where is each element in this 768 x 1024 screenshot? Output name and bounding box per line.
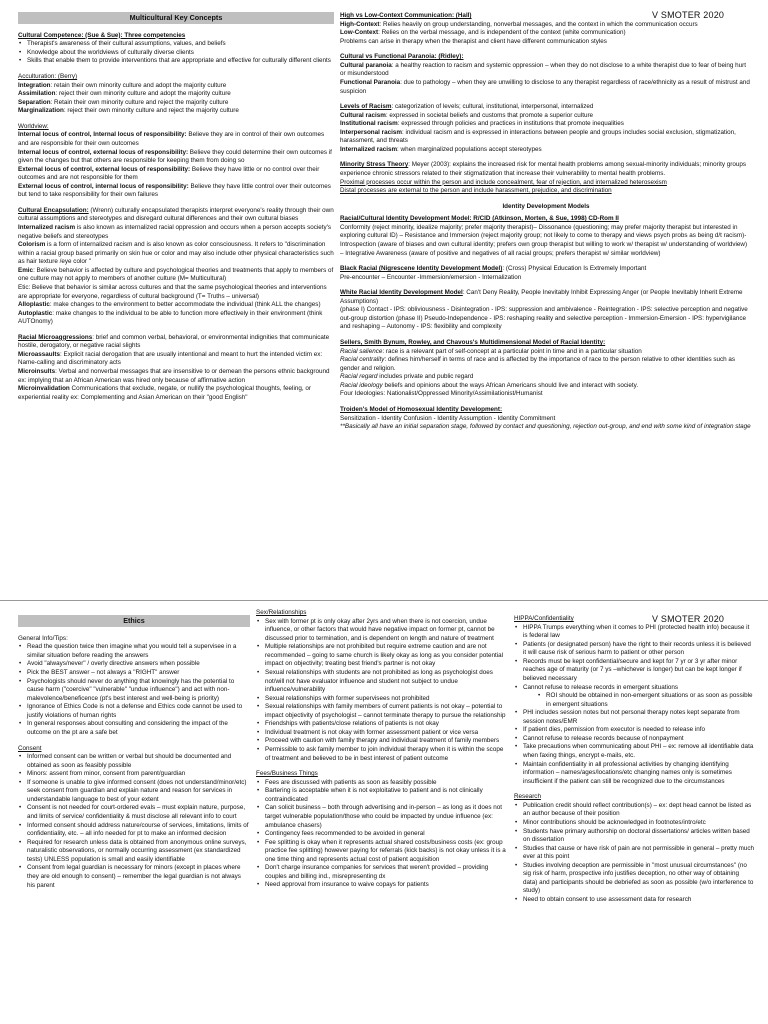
heading: General Info/Tips: bbox=[18, 634, 68, 642]
heading: Cultural vs Functional Paranoia: (Ridley): bbox=[340, 53, 464, 61]
definition: Pre-encounter – Encounter -Immersion/emersion - Internalization bbox=[340, 273, 522, 281]
list-item: • Read the question twice then imagine what you would tell a supervisee in a similar situation before reading the answers bbox=[18, 643, 250, 660]
list-item: • Sexual relationships with family members of current patients is not okay – potential to impact objectivity of psychologist – cannot terminate therapy to pursue the relationship bbox=[256, 703, 506, 720]
definition: : make changes to the environment to better accommodate the individual (think ALL the changes) bbox=[49, 301, 321, 309]
term: Microinvalidation bbox=[18, 385, 70, 393]
list-item: • Avoid "always/never" / overly directive answers when possible bbox=[18, 660, 250, 669]
list-item: • Minors: assent from minor, consent from parent/guardian bbox=[18, 770, 250, 779]
term: Cultural paranoia bbox=[340, 61, 392, 69]
heading: Black Racial (Nigrescene Identity Development Model) bbox=[340, 265, 503, 273]
list-item: • Knowledge about the worldviews of culturally diverse clients bbox=[18, 49, 334, 58]
term: Racial centrality bbox=[340, 356, 385, 364]
definition: : race is a relevant part of self-concept at a particular point in time and in a particular situation bbox=[382, 347, 642, 355]
definition: Believe they could determine their own outcomes if given the changes but that others are responsible for keeping them from doing so bbox=[18, 148, 332, 165]
list-item: • Records must be kept confidential/secure and kept for 7 yr or 3 yr after minor reaches age of maturity (or 7 ys –whichever is longer) but can be kept longer if believed necessary bbox=[514, 658, 754, 684]
definition: : individual racism and is expressed in interactions between people and groups includes social exclusion, stigmatization, harassment, and threats bbox=[340, 128, 736, 145]
author-stamp: V SMOTER 2020 bbox=[652, 614, 725, 624]
definition: : Retain their own minority culture and reject the majority culture bbox=[50, 98, 229, 106]
definition: Communications that exclude, negate, or nullify the psychological thoughts, feeling, or experiential reality ex: Complementing and Asian American on their "good English" bbox=[18, 385, 311, 401]
term: Separation bbox=[18, 98, 51, 106]
term: Institutional racism bbox=[340, 120, 398, 128]
term: Integration bbox=[18, 81, 51, 89]
list-item: • Sexual relationships with former supervisees not prohibited bbox=[256, 695, 506, 704]
list-item: • Informed consent can be written or verbal but should be documented and obtained as soon as feasibly possible bbox=[18, 753, 250, 770]
heading: Fees/Business Things bbox=[256, 770, 318, 778]
identity-models-title: Identity Development Models bbox=[502, 202, 590, 210]
heading: Worldview: bbox=[18, 122, 49, 130]
definition: : Explicit racial derogation that are usually intentional and meant to hurt the intended victim ex: Name-calling and discriminatory acts bbox=[18, 350, 323, 367]
heading: Consent bbox=[18, 744, 42, 752]
list-item: • Publication credit should reflect contribution(s) – ex: dept head cannot be listed as an author because of their position bbox=[514, 802, 754, 819]
definition: Sensitization - Identity Confusion - Identity Assumption - Identity Commitment bbox=[340, 414, 556, 422]
list-item: • Cannot refuse to release records because of nonpayment bbox=[514, 735, 754, 744]
microaggressions bbox=[18, 334, 334, 403]
list-item: • Minor contributions should be acknowledged in footnotes/intro/etc bbox=[514, 819, 754, 828]
note: **Basically all have an initial separation stage, followed by contact and questioning, rejection out-group, and end with some kind of integration stage bbox=[340, 423, 751, 431]
definition: : Believe behavior is affected by culture and psychological theories and treatments that apply to members of one culture may not apply to members of another culture (M= Multicultural) bbox=[18, 266, 334, 283]
term: Cultural Encapsulation: bbox=[18, 206, 89, 214]
cultural-competence bbox=[18, 32, 334, 66]
heading-rest: : categorization of levels; cultural, institutional, interpersonal, internalized bbox=[391, 103, 594, 111]
list-item: • Sex with former pt is only okay after 2yrs and when there is not coercion, undue influence, or other factors that would have negative impact on former pt, cannot be discussed prior to termination, and is dependent on length and nature of treatment bbox=[256, 618, 506, 644]
definition: : when marginalized populations accept stereotypes bbox=[397, 145, 542, 153]
section-header-ethics: Ethics bbox=[18, 615, 250, 627]
list-item: • Studies that cause or have risk of pain are not permissible in general – pretty much ever at this point bbox=[514, 845, 754, 862]
worldview bbox=[18, 123, 334, 200]
definition: beliefs and opinions about the ways African Americans should live and interact with society. bbox=[382, 381, 639, 389]
definition: Four Ideologies: Nationalist/Oppressed Minority/Assimilationist/Humanist bbox=[340, 390, 543, 398]
list-item: • Fees are discussed with patients as soon as feasibly possible bbox=[256, 779, 506, 788]
list-item: • Skills that enable them to provide interventions that are appropriate and effective for culturally different clients bbox=[18, 57, 334, 66]
research bbox=[514, 793, 754, 904]
term: Internal locus of control, external locus of responsibility: bbox=[18, 148, 189, 156]
definition: : expressed through policies and practices in institutions that promote inequalities bbox=[397, 120, 624, 128]
term: External locus of control, internal locus of responsibility: bbox=[18, 182, 189, 190]
list-item: • Maintain confidentiality in all professional activities by changing identifying information – names/ages/locations/etc changing names only is sometimes insufficient if the patient can still be recognized due to the circumstances bbox=[514, 761, 754, 787]
list-item: • Studies involving deception are permissible in "most unusual circumstances" (no sig risk of harm, prospective info justifies deception, no other way of obtaining data) and participants should be debriefed as soon as possible (w/o interference to study) bbox=[514, 862, 754, 896]
term: Assimilation bbox=[18, 90, 56, 98]
list-item-text: Cannot refuse to release records in emergent situations bbox=[523, 683, 679, 691]
term: Emic bbox=[18, 266, 34, 274]
heading: Cultural Competence: (Sue & Sue): Three competencies bbox=[18, 31, 186, 39]
list-item: • Individual treatment is not okay with former assessment patient or vice versa bbox=[256, 729, 506, 738]
term: Functional Paranoia bbox=[340, 78, 401, 86]
levels-of-racism bbox=[340, 103, 752, 154]
definition: Conformity (reject minority, idealize majority; prefer majority therapist)– Dissonance (questioning; may prefer majority therapist but interested in exploring cultural ID) – Resistance and Immersion (reject majority group; not likely to come to therapy and views psych probs as being d/t racism)- Introspection (aware of biases and own cultural identity; prefers own group therapist but willing to work w/ therapist w/ understanding of worldview) – Integrative Awareness (aware of positive and negatives of all racial groups; prefers therapist w/ similar worldview) bbox=[340, 223, 748, 257]
definition: Believe they have little or no control over their outcomes and are not responsible for them bbox=[18, 165, 320, 182]
list-item bbox=[514, 684, 754, 710]
heading: Minority Stress Theory bbox=[340, 161, 409, 169]
ethics-column-2 bbox=[256, 609, 506, 1024]
term: Interpersonal racism bbox=[340, 128, 402, 136]
term: Low-Context bbox=[340, 29, 379, 37]
definition: : expressed in societal beliefs and customs that promote a superior culture bbox=[385, 111, 594, 119]
term: Internalized racism bbox=[340, 145, 398, 153]
list-item: • Take precautions when communicating about PHI – ex: remove all identifiable data when faxing things, encrypt e-mails, etc. bbox=[514, 743, 754, 760]
heading: Levels of Racism bbox=[340, 103, 392, 111]
list-item: • If patient dies, permission from executor is needed to release info bbox=[514, 726, 754, 735]
definition: : Relies on the verbal message, and is independent of the context (white communication) bbox=[378, 29, 626, 37]
list-item: • Therapist's awareness of their cultural assumptions, values, and beliefs bbox=[18, 40, 334, 49]
list-item: • Friendships with patients/close relations of patients is not okay bbox=[256, 720, 506, 729]
term: High-Context bbox=[340, 20, 380, 28]
list-item: • Need to obtain consent to use assessment data for research bbox=[514, 896, 754, 905]
sub-list-item: • ROI should be obtained in non-emergent situations or as soon as possible in emergent situations bbox=[537, 692, 754, 709]
list-item: • Proceed with caution with family therapy and individual treatment of family members bbox=[256, 737, 506, 746]
list-item: • HIPPA Trumps everything when it comes to PHI (protected health info) because it is federal law bbox=[514, 624, 754, 641]
heading: High vs Low-Context Communication: (Hall) bbox=[340, 12, 472, 19]
definition: Problems can arise in therapy when the therapist and client have different communication styles bbox=[340, 37, 607, 45]
term: External locus of control, external locus of responsibility: bbox=[18, 165, 191, 173]
heading: White Racial Identity Development Model bbox=[340, 289, 463, 297]
list-item: • Need approval from insurance to waive copays for patients bbox=[256, 881, 506, 890]
list-item: • Don't charge insurance companies for services that weren't provided – providing couples and billing ind., misrepresenting dx bbox=[256, 864, 506, 881]
term: Marginalization bbox=[18, 107, 64, 115]
list-item: • Sexual relationships with students are not prohibited as long as psychologist does not/will not have evaluator influence and student not subject to undue influence/vulnerability bbox=[256, 669, 506, 695]
definition: : Verbal and nonverbal messages that are insensitive to or demean the persons ethnic background ex: implying that an African American was hired only because of affirmative action bbox=[18, 368, 330, 384]
left-column bbox=[18, 12, 334, 598]
right-column bbox=[340, 12, 752, 598]
sex-relationships bbox=[256, 609, 506, 763]
heading: Troiden's Model of Homosexual Identity Development: bbox=[340, 405, 503, 413]
page-ethics bbox=[0, 600, 768, 1024]
list-item: • If someone is unable to give informed consent (does not understand/minor/etc) seek consent from guardian and explain nature and reason for services in understandable language to best of your extent bbox=[18, 779, 250, 805]
sellers-model bbox=[340, 339, 752, 399]
list-item: • Bartering is acceptable when it is not exploitative to patient and is not clinically contraindicated bbox=[256, 787, 506, 804]
list-item: • Consent from legal guardian is necessary for minors (except in places where they are old enough to consent) – remember the legal guardian is not always his parent bbox=[18, 864, 250, 890]
term: Microinsults bbox=[18, 368, 56, 376]
list-item: • Required for research unless data is obtained from anonymous online surveys, naturalistic observations, or normally occurring assessment (ex standardized tests) UNLESS population is small and easily identifiable bbox=[18, 839, 250, 865]
definition: : Meyer (2003): explains the increased risk for mental health problems among sexual-minority individuals; minority groups experience chronic stressors related to their stigmatization that increase their vulnerability to mental health problems. bbox=[340, 161, 746, 177]
list-item: • Ignorance of Ethics Code is not a defense and Ethics code cannot be used to justify violations of human rights bbox=[18, 703, 250, 720]
list-item: • Students have primary authorship on doctoral dissertations/ articles written based on dissertation bbox=[514, 828, 754, 845]
definition: : defines him/herself in terms of race and is affected by the importance of race to the person relative to other identities such as gender and religion. bbox=[340, 356, 736, 372]
definition: : a healthy reaction to racism and systemic oppression – when they do not disclose to a white therapist due to fear of being hurt or misunderstood bbox=[340, 61, 747, 78]
distal-processes: Distal processes are external to the person and include harassment, prejudice, and discrimination bbox=[340, 187, 612, 195]
definition: includes private and public regard bbox=[377, 373, 474, 381]
heading: HIPPA/Confidentiality bbox=[514, 615, 574, 622]
term: Racial salience bbox=[340, 347, 383, 355]
list-item: • Fee splitting is okay when it represents actual shared costs/business costs (ex: group practice fee splitting) however paying for referrals (kick backs) is not okay unless it is a one time thing and represents actual cost of patient acquisition bbox=[256, 839, 506, 865]
ethics-column-1 bbox=[18, 615, 250, 1024]
list-item: • Psychologists should never do anything that knowingly has the potential to cause harm ("coercive" "vulnerable" "undue influence") and act with non-malevolence/beneficence (pt's best interest and well-being is priority) bbox=[18, 678, 250, 704]
ethics-column-3 bbox=[514, 615, 754, 1024]
definition: Etic: Believe that behavior is similar across cultures and that the same psychological theories and interventions are appropriate for everyone, regardless of cultural background (T= Truths – universal) bbox=[18, 283, 327, 300]
heading: Research bbox=[514, 793, 541, 801]
list-item: • Consent is not needed for court-ordered evals – must explain nature, purpose, and limits of service/ confidentiality & must disclose all relevant info to court bbox=[18, 804, 250, 821]
term: Internal locus of control, Internal locus of responsibility: bbox=[18, 131, 187, 139]
definition: : due to pathology – when they are unwilling to disclose to any therapist regardless of race/ethnicity as a result of mistrust and suspicion bbox=[340, 78, 750, 95]
definition: : reject their own minority culture and adopt the majority culture bbox=[55, 90, 231, 98]
consent bbox=[18, 745, 250, 891]
definition: Believe they have little control over their outcomes but tend to take responsibility for their own failures bbox=[18, 182, 331, 199]
list-item: • Multiple relationships are not prohibited but require extreme caution and are not recommended – going to same church is likely okay as long as you consider potential impact on objectivity; treating best friend's partner is not okay bbox=[256, 643, 506, 669]
heading-rest: : (Cross) Physical Education Is Extremely Important bbox=[502, 265, 647, 273]
fees-business bbox=[256, 770, 506, 890]
cultural-encapsulation bbox=[18, 207, 334, 327]
definition: Believe they are in control of their own outcomes and are responsible for their own outcomes bbox=[18, 131, 325, 147]
term: Racial Microaggressions bbox=[18, 333, 93, 341]
section-header-multicultural: Multicultural Key Concepts bbox=[18, 12, 334, 24]
definition: : reject their own minority culture and reject the majority culture bbox=[63, 107, 239, 115]
minority-stress bbox=[340, 161, 752, 195]
definition: (phase I) Contact - IPS: obliviousness - Disintegration - IPS: suppression and ambivalence - Reintegration - IPS: selective perception and negative out-group distortion (phase II) Pseudo-Independence - IPS: reshaping reality and selective perception - Immersion-Emersion - IPS: hypervigilance and reshaping – Autonomy - IPS: flexibility and complexity bbox=[340, 306, 748, 331]
black-racial-model bbox=[340, 265, 752, 282]
author-stamp: V SMOTER 2020 bbox=[652, 10, 725, 20]
term: Colorism bbox=[18, 241, 46, 249]
list-item: • Pick the BEST answer – not always a "RIGHT" answer bbox=[18, 669, 250, 678]
definition: : Relies heavily on group understanding, nonverbal messages, and the context in which the communication occurs bbox=[379, 20, 698, 28]
list-item: • In general responses about consulting and considering the impact of the outcome on the pt are a safe bet bbox=[18, 720, 250, 737]
context-communication bbox=[340, 12, 752, 46]
white-racial-model bbox=[340, 289, 752, 332]
list-item: • Contingency fees recommended to be avoided in general bbox=[256, 830, 506, 839]
definition: is also known as internalized racial oppression and occurs when a person accepts society's negative beliefs and stereotypes bbox=[18, 224, 332, 240]
heading: Sellers, Smith Bynum, Rowley, and Chavous's Multidimensional Model of Racial Identity: bbox=[340, 339, 606, 346]
term: Alloplastic bbox=[18, 301, 50, 309]
proximal-processes: Proximal processes occur within the person and include concealment, fear of rejection, and internalized heterosexism bbox=[340, 178, 667, 186]
term: Cultural racism bbox=[340, 111, 386, 119]
list-item: • Permissible to ask family member to join individual therapy when it is within the scope of treatment and believed to be in best interest of patient outcome bbox=[256, 746, 506, 763]
rcid-model bbox=[340, 215, 752, 258]
troiden-model bbox=[340, 406, 752, 432]
general-info bbox=[18, 635, 250, 738]
list-item: • Can solicit business – both through advertising and in-person – as long as it does not target vulnerable population/those who could be impacted by undue influence (ex: ambulance chasers) bbox=[256, 804, 506, 830]
heading-rest: : Can't Deny Reality, People Inevitably Inhibit Expressing Anger (or People Inevitably Inherit Extreme Assumptions) bbox=[340, 289, 743, 305]
definition: (Wrenn) culturally encapsulated therapists interpret everyone's reality through their own cultural assumptions and stereotypes and disregard cultural differences and their own cultural biases bbox=[18, 206, 334, 223]
list-item: • Informed consent should address nature/course of services, limitations, limits of confidentiality, etc. – all info needed for pt to make an informed decision bbox=[18, 822, 250, 839]
paranoia bbox=[340, 53, 752, 96]
definition: is a form of internalized racism and is also known as color consciousness. It refers to "discrimination within a racial group based primarily on skin hue or color and may also include other physical characteristics such as hair texture /eye color " bbox=[18, 241, 334, 266]
heading: Sex/Relationships bbox=[256, 609, 307, 616]
definition: : brief and common verbal, behavioral, or environmental indignities that communicate hostile, derogatory, or negative racial slights bbox=[18, 333, 330, 350]
term: Racial regard bbox=[340, 373, 378, 381]
heading: Acculturation: (Berry) bbox=[18, 73, 78, 81]
heading: Racial/Cultural Identity Development Model: R/CID (Atkinson, Morten, & Sue, 1998) CD-Rom II bbox=[340, 215, 619, 223]
term: Autoplastic bbox=[18, 309, 53, 317]
list-item: • PHI includes session notes but not personal therapy notes kept separate from session notes/EMR bbox=[514, 709, 754, 726]
definition: : retain their own minority culture and adopt the majority culture bbox=[50, 81, 227, 89]
hippa-confidentiality bbox=[514, 615, 754, 786]
definition: : make changes to the individual to be able to function more effectively in their environment (think AUTOnomy) bbox=[18, 309, 323, 326]
term: Microassaults bbox=[18, 350, 60, 358]
term: Internalized racism bbox=[18, 224, 76, 232]
list-item: • Patients (or designated person) have the right to their records unless it is believed it will cause risk of serious harm to patient or other person bbox=[514, 641, 754, 658]
term: Racial ideology bbox=[340, 381, 383, 389]
acculturation bbox=[18, 73, 334, 116]
